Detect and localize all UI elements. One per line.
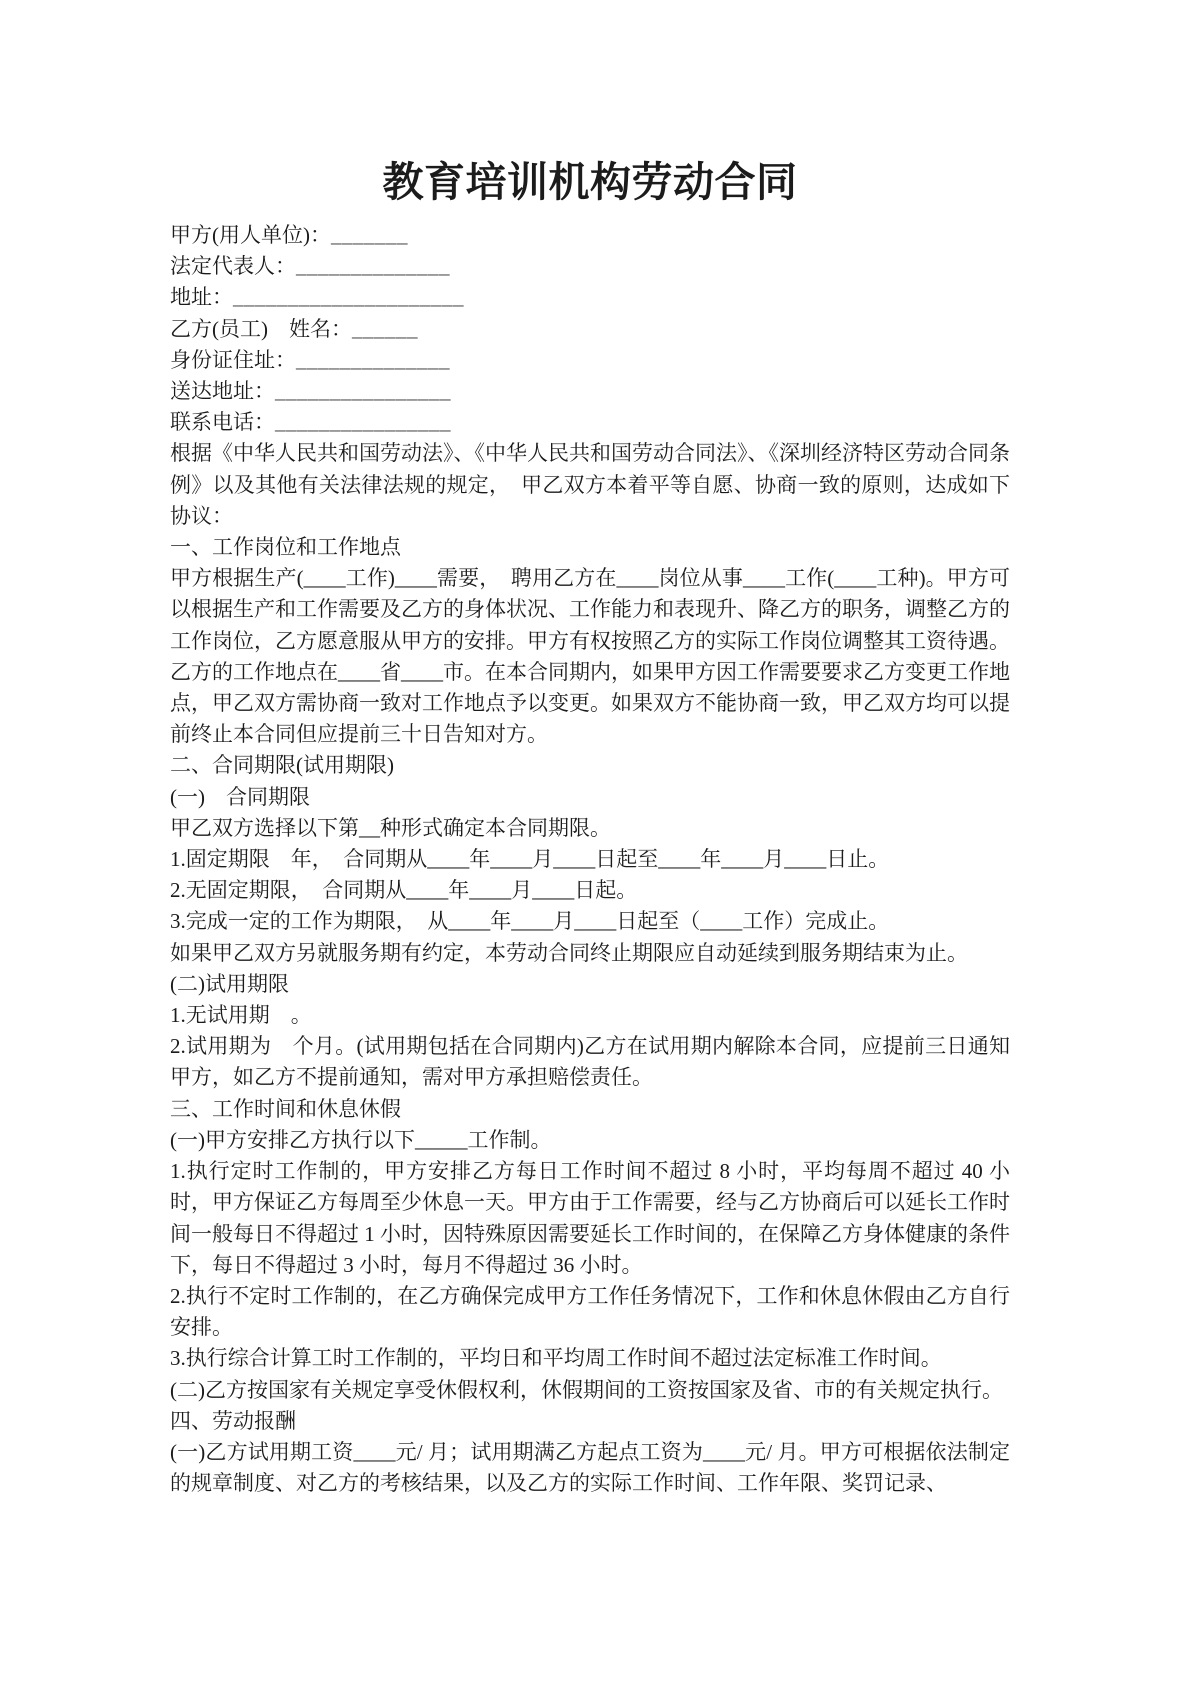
field-id-address-blank: ______________ bbox=[296, 347, 450, 372]
paragraph-probation-salary: (一)乙方试用期工资____元/ 月；试用期满乙方起点工资为____元/ 月。甲方可根据依法制定的规章制度、对乙方的考核结果，以及乙方的实际工作时间、工作年限、奖罚记录、 bbox=[170, 1439, 1010, 1496]
paragraph-preamble: 根据《中华人民共和国劳动法》、《中华人民共和国劳动合同法》、《深圳经济特区劳动合同条例》以及其他有关法律法规的规定， 甲乙双方本着平等自愿、协商一致的原则，达成如下协议： bbox=[170, 441, 1010, 528]
field-employee-name-label: 乙方(员工) 姓名： bbox=[170, 316, 352, 341]
party-info-section bbox=[170, 220, 1010, 438]
document-title: 教育培训机构劳动合同 bbox=[382, 159, 798, 205]
field-employee-name-blank: ______ bbox=[352, 316, 418, 341]
paragraph-work-system: (一)甲方安排乙方执行以下_____工作制。 bbox=[170, 1127, 552, 1152]
paragraph-no-probation: 1.无试用期 。 bbox=[170, 1003, 312, 1028]
section-3-heading: 三、工作时间和休息休假 bbox=[170, 1096, 401, 1121]
field-id-address bbox=[170, 345, 1010, 376]
field-employee-name bbox=[170, 314, 1010, 345]
subsection-contract-term-heading: (一) 合同期限 bbox=[170, 784, 310, 809]
paragraph-service-period: 如果甲乙双方另就服务期有约定，本劳动合同终止期限应自动延续到服务期结束为止。 bbox=[170, 940, 968, 965]
paragraph-comprehensive-hours: 3.执行综合计算工时工作制的，平均日和平均周工作时间不超过法定标准工作时间。 bbox=[170, 1346, 942, 1371]
field-phone-label: 联系电话： bbox=[170, 410, 275, 435]
field-phone bbox=[170, 407, 1010, 438]
section-2-heading: 二、合同期限(试用期限) bbox=[170, 753, 394, 778]
paragraph-holiday-rights: (二)乙方按国家有关规定享受休假权利，休假期间的工资按国家及省、市的有关规定执行。 bbox=[170, 1377, 1003, 1402]
paragraph-job-position: 甲方根据生产(____工作)____需要， 聘用乙方在____岗位从事____工作(____工种)。甲方可以根据生产和工作需要及乙方的身体状况、工作能力和表现升、降乙方的职务，调整乙方的工作岗位，乙方愿意服从甲方的安排。甲方有权按照乙方的实际工作岗位调整其工资待遇。 bbox=[170, 566, 1010, 653]
field-legal-representative-label: 法定代表人： bbox=[170, 254, 296, 279]
field-delivery-address bbox=[170, 376, 1010, 407]
field-legal-representative bbox=[170, 251, 1010, 282]
paragraph-term-choice: 甲乙双方选择以下第__种形式确定本合同期限。 bbox=[170, 815, 611, 840]
paragraph-work-location: 乙方的工作地点在____省____市。在本合同期内，如果甲方因工作需要要求乙方变更工作地点，甲乙双方需协商一致对工作地点予以变更。如果双方不能协商一致，甲乙双方均可以提前终止本合同但应提前三十日告知对方。 bbox=[170, 659, 1010, 747]
field-employer bbox=[170, 220, 1010, 251]
field-phone-blank: ________________ bbox=[275, 410, 451, 435]
paragraph-open-term: 2.无固定期限， 合同期从____年____月____日起。 bbox=[170, 878, 638, 903]
field-delivery-address-blank: ________________ bbox=[275, 379, 451, 404]
field-legal-representative-blank: ______________ bbox=[296, 254, 450, 279]
field-id-address-label: 身份证住址： bbox=[170, 347, 296, 372]
paragraph-standard-hours: 1.执行定时工作制的，甲方安排乙方每日工作时间不超过 8 小时，平均每周不超过 40 小时，甲方保证乙方每周至少休息一天。甲方由于工作需要，经与乙方协商后可以延长工作时间一般每日不得超过 1 小时，因特殊原因需要延长工作时间的，在保障乙方身体健康的条件下，每日不得超过 3 小时，每月不得超过 36 小时。 bbox=[170, 1159, 1010, 1277]
field-employer-label: 甲方(用人单位)： bbox=[170, 223, 331, 247]
paragraph-probation-months: 2.试用期为 个月。(试用期包括在合同期内)乙方在试用期内解除本合同，应提前三日通知甲方，如乙方不提前通知，需对甲方承担赔偿责任。 bbox=[170, 1034, 1010, 1090]
paragraph-flexible-hours: 2.执行不定时工作制的，在乙方确保完成甲方工作任务情况下，工作和休息休假由乙方自行安排。 bbox=[170, 1283, 1010, 1340]
section-4-heading: 四、劳动报酬 bbox=[170, 1408, 296, 1433]
paragraph-fixed-term: 1.固定期限 年， 合同期从____年____月____日起至____年____月____日止。 bbox=[170, 847, 890, 872]
subsection-probation-heading: (二)试用期限 bbox=[170, 971, 289, 996]
field-address-blank: _____________________ bbox=[233, 285, 464, 310]
field-employer-blank: _______ bbox=[331, 223, 408, 247]
paragraph-task-term: 3.完成一定的工作为期限， 从____年____月____日起至（____工作）完成止。 bbox=[170, 909, 890, 934]
field-address-label: 地址： bbox=[170, 285, 233, 310]
section-1-heading: 一、工作岗位和工作地点 bbox=[170, 535, 401, 560]
contract-body bbox=[170, 438, 1010, 1499]
field-delivery-address-label: 送达地址： bbox=[170, 379, 275, 404]
field-address bbox=[170, 282, 1010, 313]
